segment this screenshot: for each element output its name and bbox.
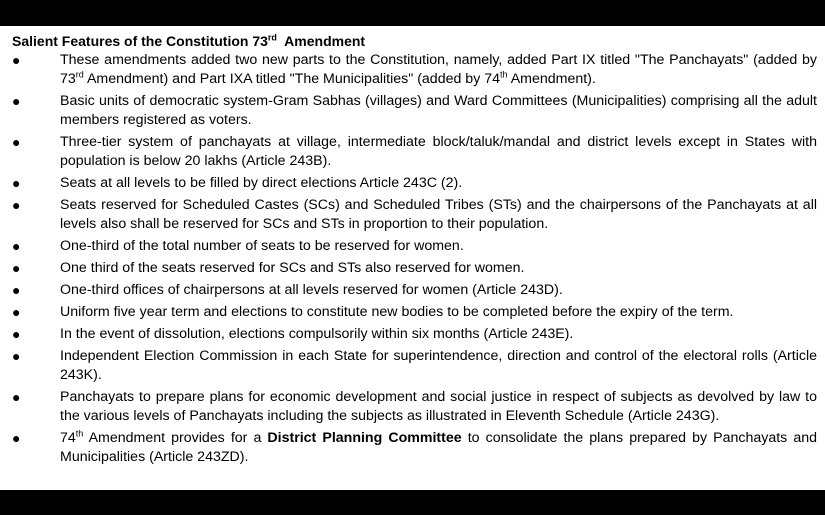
- text-part: Amendment) and Part IXA titled "The Municipalities" (added by 74: [83, 71, 501, 87]
- bullet-icon: ●: [12, 238, 21, 254]
- text-part: Amendment provides for a: [83, 430, 268, 446]
- list-item-text: Seats at all levels to be filled by direct elections Article 243C (2).: [60, 175, 463, 191]
- superscript: th: [500, 69, 508, 80]
- list-item: [12, 196, 817, 234]
- list-item: [12, 303, 817, 322]
- list-item: [12, 133, 817, 171]
- list-item-text: One third of the seats reserved for SCs and STs also reserved for women.: [60, 260, 525, 276]
- list-item: [12, 237, 817, 256]
- list-item: [12, 347, 817, 385]
- text-part: to consolidate the plans prepared by Panchayats and Municipalities (Article 243ZD).: [60, 430, 817, 465]
- text-part: Amendment).: [507, 71, 596, 87]
- list-item-text: Three-tier system of panchayats at village, intermediate block/taluk/mandal and district levels except in States with population is below 20 lakhs (Article 243B).: [60, 134, 817, 169]
- bullet-icon: ●: [12, 326, 21, 342]
- bullet-icon: ●: [12, 93, 21, 109]
- bullet-icon: ●: [12, 348, 21, 364]
- list-item: [12, 388, 817, 426]
- list-item: [12, 174, 817, 193]
- superscript: rd: [75, 69, 84, 80]
- list-item-text: Uniform five year term and elections to constitute new bodies to be completed before the expiry of the term.: [60, 304, 734, 320]
- list-item: [12, 51, 817, 89]
- bullet-icon: ●: [12, 197, 21, 213]
- bullet-icon: ●: [12, 134, 21, 150]
- list-item-text: In the event of dissolution, elections compulsorily within six months (Article 243E).: [60, 326, 574, 342]
- list-item: [12, 92, 817, 130]
- list-item: [12, 429, 817, 467]
- list-item: [12, 281, 817, 300]
- title-text: Salient Features of the Constitution 73: [12, 33, 268, 49]
- list-item: [12, 259, 817, 278]
- bullet-icon: ●: [12, 282, 21, 298]
- title-suffix: Amendment: [276, 33, 366, 49]
- list-item-text: Basic units of democratic system-Gram Sabhas (villages) and Ward Committees (Municipalities) comprising all the adult members registered as voters.: [60, 93, 817, 128]
- features-list: [12, 51, 817, 467]
- title-superscript: rd: [267, 32, 277, 43]
- list-item-text: Panchayats to prepare plans for economic development and social justice in respect of subjects as devolved by law to the various levels of Panchayats including the subjects as illustrated in Eleventh Schedule (Article 243G).: [60, 389, 817, 424]
- list-item-text: [60, 51, 817, 89]
- bullet-icon: ●: [12, 304, 21, 320]
- text-part: These amendments added two new parts to the Constitution, namely, added Part IX titled "The Panchayats" (added by 73: [60, 52, 817, 87]
- list-item-text: One-third offices of chairpersons at all levels reserved for women (Article 243D).: [60, 282, 563, 298]
- bullet-icon: ●: [12, 430, 21, 446]
- superscript: th: [75, 428, 84, 439]
- list-item: [12, 325, 817, 344]
- list-item-text: [60, 429, 817, 467]
- bullet-icon: ●: [12, 52, 21, 68]
- bullet-icon: ●: [12, 175, 21, 191]
- list-item-text: Seats reserved for Scheduled Castes (SCs) and Scheduled Tribes (STs) and the chairpersons of the Panchayats at all levels also shall be reserved for SCs and STs in proportion to their population.: [60, 197, 817, 232]
- document-page: [0, 26, 825, 490]
- text-part: 74: [60, 430, 76, 446]
- district-planning-committee-term: District Planning Committee: [267, 430, 462, 446]
- bullet-icon: ●: [12, 389, 21, 405]
- bullet-icon: ●: [12, 260, 21, 276]
- list-item-text: One-third of the total number of seats to be reserved for women.: [60, 238, 464, 254]
- list-item-text: Independent Election Commission in each State for superintendence, direction and control of the electoral rolls (Article 243K).: [60, 348, 817, 383]
- document-title: [12, 33, 817, 49]
